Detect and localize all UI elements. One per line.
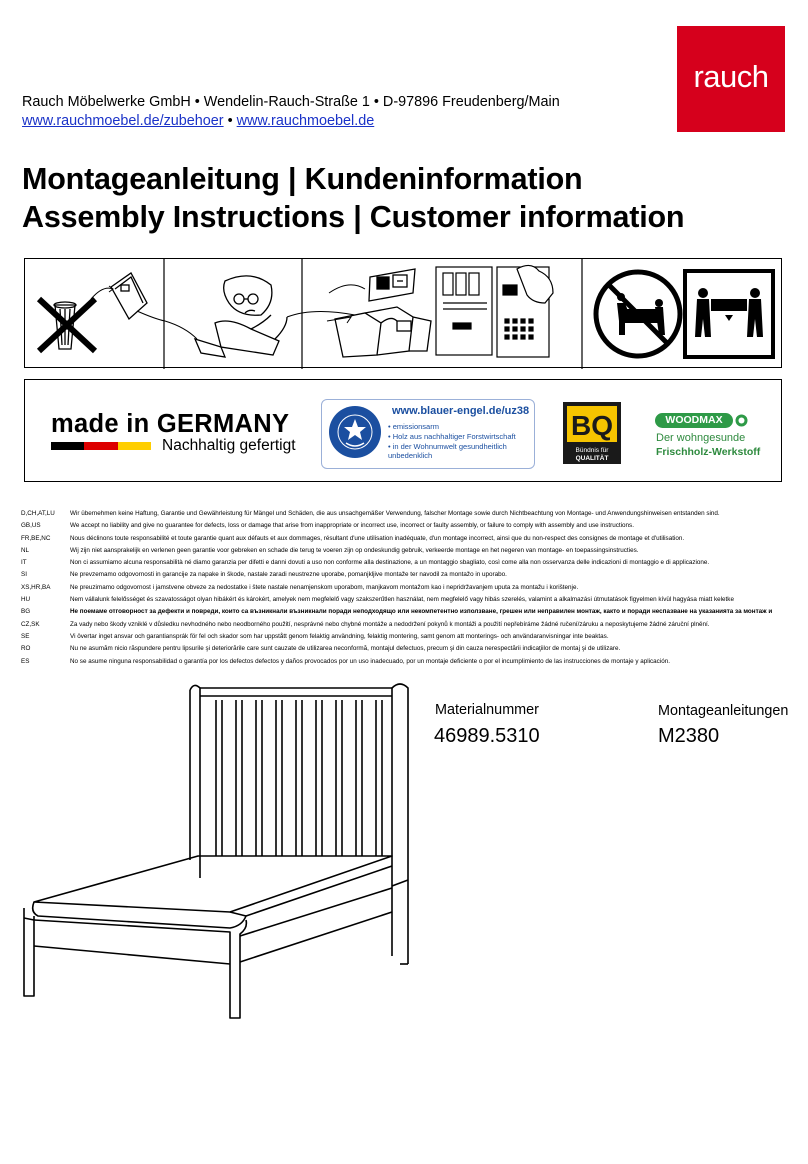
disclaimer-text: Nu ne asumăm nicio răspundere pentru lipsurile şi deteriorările care sunt cauzate de utilizarea neconformă, montajul defectuos, precum şi din cauza nerespectării indicaţiilor de montaj şi de utilizare. [70,645,621,653]
page-title-en: Assembly Instructions | Customer information [22,200,685,234]
website-links [22,113,374,129]
disclaimer-text: Wir übernehmen keine Haftung, Garantie und Gewährleistung für Mängel und Schäden, die aus unsachgemäßer Verwendung, falscher Montage sowie durch Nichtbeachtung von Montage- und Anwendungshinweisen entstanden sind. [70,510,720,517]
disclaimer-text: Ne prevzemamo odgovornosti in garancije za napake in škode, nastale zaradi neustrezne uporabe, pomanjkljive montaže ter navodil za montažo in uporabo. [70,571,507,579]
disclaimer-row [21,643,787,655]
woodmax-sub-2: Frischholz-Werkstoff [656,446,761,458]
disclaimer-lang: ES [21,657,30,665]
two-person-lift-icon [685,271,773,357]
disclaimer-lang: SI [21,571,27,579]
disclaimer-text: Ne preuzimamo odgovornost i jamstvene obveze za nedostatke i štete nastale nenamjenskom uporabom, manjkavom montažom kao i nepridržavanjem uputa za montažu i korištenje. [70,583,579,591]
file-instructions-icon [287,269,431,357]
no-trash-instructions-icon [39,273,165,351]
material-number-label: Materialnummer [435,702,539,718]
logo-text: rauch [693,59,769,94]
disclaimer-row [21,569,787,581]
disclaimer-text: Nem vállalunk felelősséget és szavatosságot olyan hibákért és károkért, amelyek nem megfelelő vagy szakszerűtlen használat, nem megfelelő vagy hibás szerelés, valamint a alkalmazási útmutatások figyelmen kívül hagyása miatt keletke [70,596,734,604]
disclaimer-text: Vi övertar inget ansvar och garantiansprák för fel och skador som har uppstått genom felaktig användning, felaktig montering, samt genom att monterings- och användaranvisningar inte beaktas. [70,632,609,640]
instruction-pictograms [24,258,782,368]
disclaimer-lang: HU [21,596,31,604]
disclaimer-text: Не поемаме отговорност за дефекти и повреди, които са възникнали възникнали поради неподходящо или некомпетентно използване, грешен или неправилен монтаж, както и поради неспазване на указанията за монтаж и [70,608,773,616]
read-instructions-icon [165,276,287,357]
blauer-engel-seal-icon [328,405,382,459]
disclaimer-row [21,545,787,557]
disclaimer-text: Wij zijn niet aansprakelijk en verlenen geen garantie voor gebreken en schade die terug te voeren zijn op ondeskundig gebruik, verkeerde montage en het negeren van montage- en toepassingsinstructies. [70,546,639,554]
disclaimer-lang: NL [21,546,30,554]
disclaimer-row [21,582,787,594]
blauer-engel-item: unbedenklich [388,451,433,460]
made-in-germany-subtitle: Nachhaltig gefertigt [162,437,296,454]
disclaimer-text: No se asume ninguna responsabilidad o garantía por los defectos defectos y daños provocados por un uso inadecuado, por un montaje deficiente o por el incumplimiento de las instrucciones de montaje y aplicación. [70,657,670,665]
website-link[interactable]: www.rauchmoebel.de [236,113,375,129]
disclaimer-row [21,520,787,532]
disclaimer-text: Non ci assumiamo alcuna responsabilità né diamo garanzia per difetti e danni dovuti a uso non conforme alla destinazione, a un montaggio sbagliato, così come alla non osservanza delle indicazioni di montaggio e di applicazione. [70,559,710,567]
page-title-de: Montageanleitung | Kundeninformation [22,162,583,196]
rauch-logo [677,26,785,132]
disclaimer-row [21,656,787,668]
order-card-icon [436,265,553,357]
disclaimer-text: We accept no liability and give no guarantee for defects, loss or damage that arise from inappropriate or incorrect use, incorrect or faulty assembly, or failure to comply with assembly and use instructions. [70,522,634,530]
bq-quality-badge [563,402,621,464]
bed-illustration [20,680,420,1030]
bq-sub-1: Bündnis für [575,447,609,454]
disclaimer-lang: BG [21,608,31,616]
disclaimer-row [21,619,787,631]
blauer-engel-item: • in der Wohnumwelt gesundheitlich [388,442,507,451]
disclaimer-text: Nous déclinons toute responsabilité et toute garantie quant aux défauts et aux dommages, résultant d'une utilisation inadéquate, d'un montage incorrect, ainsi que du non-respect des consignes de montage et d'utilisation. [70,534,685,542]
assembly-instructions-number: M2380 [658,725,720,747]
german-flag [51,442,151,450]
disclaimer-lang: RO [21,645,31,653]
certification-badges [24,379,782,482]
company-address: Rauch Möbelwerke GmbH • Wendelin-Rauch-Straße 1 • D-97896 Freudenberg/Main [22,94,560,110]
woodmax-leaf-icon [735,414,748,427]
blauer-engel-item: • Holz aus nachhaltiger Forstwirtschaft [388,432,516,441]
made-in-germany: made in GERMANY [51,410,290,438]
woodmax-badge [651,413,777,469]
disclaimer-text: Za vady nebo škody vzniklé v důsledku nevhodného nebo neodborného použití, nesprávné nebo chybné montáže a nedodržení pokynů k montáži a použití nepřebíráme žádné ručení/záruku a neposkytujeme žádné záruční plnění. [70,620,710,628]
disclaimer-row [21,508,787,520]
disclaimer-lang: GB,US [21,522,41,530]
blauer-engel-url: www.blauer-engel.de/uz38 [392,405,530,417]
disclaimer-lang: XS,HR,BA [21,583,51,591]
disclaimer-lang: FR,BE,NC [21,534,51,542]
accessories-link[interactable]: www.rauchmoebel.de/zubehoer [22,113,224,129]
blauer-engel-badge [321,399,535,469]
disclaimer-row [21,631,787,643]
bq-letters: BQ [571,410,613,441]
disclaimer-lang: SE [21,632,30,640]
disclaimer-lang: IT [21,559,27,567]
disclaimer-lang: D,CH,AT,LU [21,510,55,517]
link-separator: • [227,113,233,129]
bq-sub-2: QUALITÄT [575,455,609,462]
material-number: 46989.5310 [434,725,540,747]
assembly-instructions-label: Montageanleitungen [658,703,789,719]
disclaimer-row [21,606,787,618]
disclaimer-row [21,594,787,606]
disclaimer-row [21,557,787,569]
disclaimer-row [21,533,787,545]
woodmax-pill: WOODMAX [655,413,733,428]
liability-disclaimer [21,508,787,668]
woodmax-sub-1: Der wohngesunde [656,432,746,444]
blauer-engel-item: • emissionsarm [388,422,439,431]
no-lift-alone-icon [596,272,680,356]
disclaimer-lang: CZ,SK [21,620,40,628]
